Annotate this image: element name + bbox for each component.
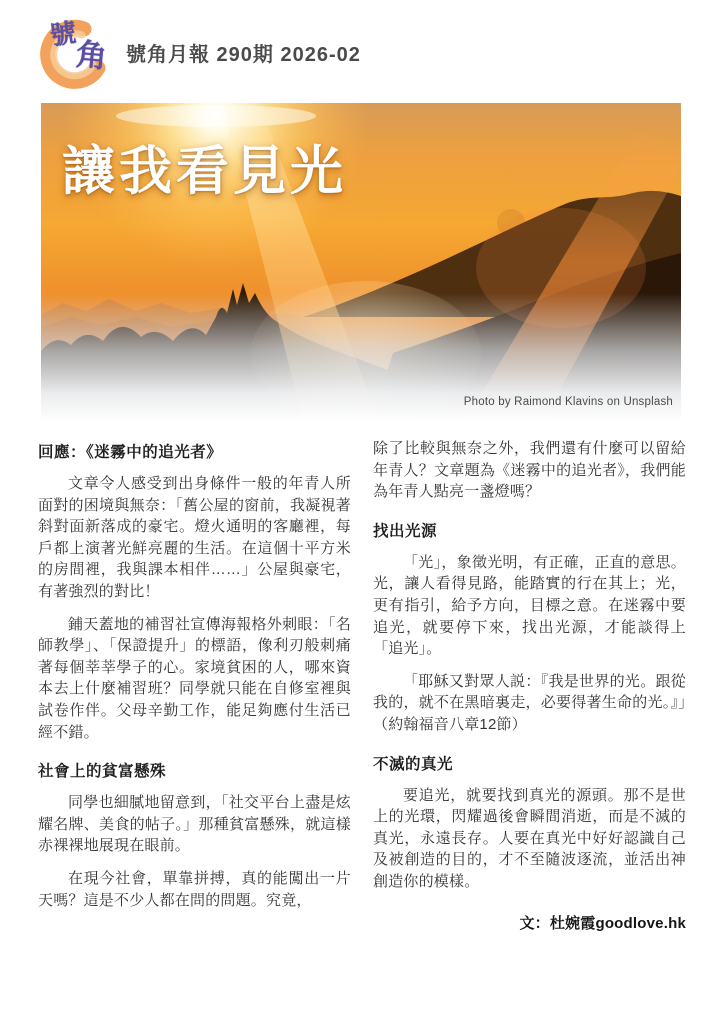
hero-title: 讓我看見光 xyxy=(62,142,347,201)
article-column-right xyxy=(373,438,686,945)
horn-logo xyxy=(36,14,112,90)
paragraph: 「耶穌又對眾人説：『我是世界的光。跟從我的，就不在黑暗裏走，必要得著生命的光。』」（約翰福音八章12節） xyxy=(373,672,686,733)
paragraph: 文章令人感受到出身條件一般的年青人所面對的困境與無奈：「舊公屋的窗前，我凝視著斜對面新落成的豪宅。燈火通明的客廳裡，每戶都上演著光鮮亮麗的生活。在這個十平方米的房間裡，我與課本相伴……」公屋與豪宅，有著強烈的對比！ xyxy=(38,475,351,600)
article-column-left xyxy=(38,438,351,945)
paragraph: 「光」，象徵光明，有正確，正直的意思。光，讓人看得見路，能踏實的行在其上；光，更有指引，給予方向，目標之意。在迷霧中要追光，就要停下來，找出光源，才能談得上「追光」。 xyxy=(373,553,686,658)
section-heading: 找出光源 xyxy=(373,522,438,540)
paragraph: 除了比較與無奈之外，我們還有什麼可以留給年青人？文章題為《迷霧中的追光者》，我們能為年青人點亮一盞燈嗎？ xyxy=(373,440,686,501)
byline: 文：杜婉霞goodlove.hk xyxy=(519,914,686,932)
logo-char-jiao: 角 xyxy=(74,36,109,75)
masthead xyxy=(36,14,361,90)
section-heading: 社會上的貧富懸殊 xyxy=(38,763,167,781)
section-heading: 回應：《迷霧中的追光者》 xyxy=(38,444,223,461)
photo-credit: Photo by Raimond Klavins on Unsplash xyxy=(463,396,673,408)
article-body xyxy=(38,438,686,945)
paragraph: 要追光，就要找到真光的源頭。那不是世上的光環，閃耀過後會瞬間消逝，而是不滅的真光，永遠長存。人要在真光中好好認識自己及被創造的目的，才不至隨波逐流，並活出神創造你的模樣。 xyxy=(373,786,686,890)
masthead-title: 號角月報 290期 2026-02 xyxy=(126,43,361,66)
hero-banner xyxy=(41,103,681,421)
paragraph: 鋪天蓋地的補習社宣傳海報格外刺眼：「名師教學」、「保證提升」的標語，像利刃般刺痛著每個莘莘學子的心。家境貧困的人，哪來資本去上什麼補習班？同學就只能在自修室裡與試卷作伴。父母辛勤工作，能足夠應付生活已經不錯。 xyxy=(38,615,351,741)
section-heading: 不滅的真光 xyxy=(373,755,454,773)
paragraph: 同學也細膩地留意到，「社交平台上盡是炫耀名牌、美食的帖子。」那種貧富懸殊，就這樣赤裸裸地展現在眼前。 xyxy=(38,794,351,855)
logo-char-hao: 號 xyxy=(48,17,78,51)
paragraph: 在現今社會，單靠拼搏，真的能闖出一片天嗎？這是不少人都在問的問題。究竟， xyxy=(38,869,351,909)
